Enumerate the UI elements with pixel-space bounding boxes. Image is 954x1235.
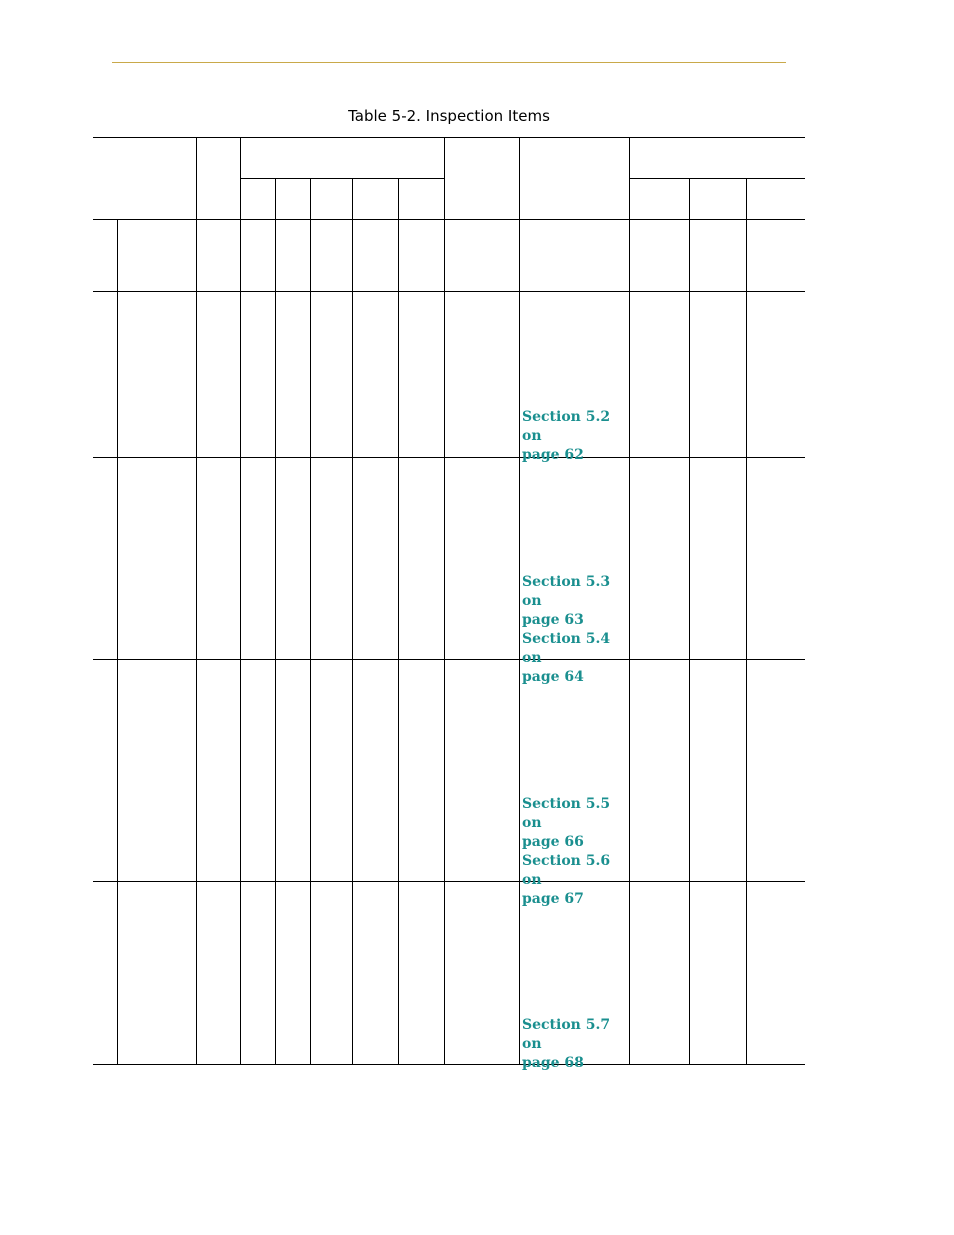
header-subrow-line-left (240, 178, 444, 179)
table-caption: Table 5-2. Inspection Items (348, 107, 550, 125)
row-4-bottom-border (93, 881, 805, 882)
page-link[interactable]: page 68 (522, 1055, 584, 1071)
col-divider-12 (746, 178, 747, 1064)
reference-cell-row-3 (522, 573, 626, 687)
page-link[interactable]: page 64 (522, 669, 584, 685)
header-bottom-border (93, 219, 805, 220)
header-subrow-line-right (629, 178, 805, 179)
row-2-bottom-border (93, 457, 805, 458)
reference-cell-row-2 (522, 408, 626, 465)
col-divider-6 (352, 178, 353, 1064)
page-link[interactable]: page 66 (522, 834, 584, 850)
col-divider-11 (689, 178, 690, 1064)
col-divider-7 (398, 178, 399, 1064)
header-rule (112, 62, 786, 63)
reference-cell-row-4 (522, 795, 626, 909)
col-divider-4 (275, 178, 276, 1064)
section-link[interactable]: Section 5.4 on (522, 631, 611, 666)
section-link[interactable]: Section 5.2 on (522, 409, 611, 444)
page-link[interactable]: page 62 (522, 447, 584, 463)
table-bottom-border (93, 1064, 805, 1065)
col-divider-10 (629, 137, 630, 1064)
page-link[interactable]: page 67 (522, 891, 584, 907)
col-divider-1 (117, 219, 118, 1064)
col-divider-5 (310, 178, 311, 1064)
col-divider-2 (196, 137, 197, 1064)
reference-cell-row-5 (522, 1016, 626, 1073)
section-link[interactable]: Section 5.6 on (522, 853, 611, 888)
row-3-bottom-border (93, 659, 805, 660)
table-top-border (93, 137, 805, 138)
section-link[interactable]: Section 5.5 on (522, 796, 611, 831)
section-link[interactable]: Section 5.7 on (522, 1017, 611, 1052)
page-link[interactable]: page 63 (522, 612, 584, 628)
col-divider-8 (444, 137, 445, 1064)
row-1-bottom-border (93, 291, 805, 292)
col-divider-3 (240, 137, 241, 1064)
section-link[interactable]: Section 5.3 on (522, 574, 611, 609)
col-divider-9 (519, 137, 520, 1064)
